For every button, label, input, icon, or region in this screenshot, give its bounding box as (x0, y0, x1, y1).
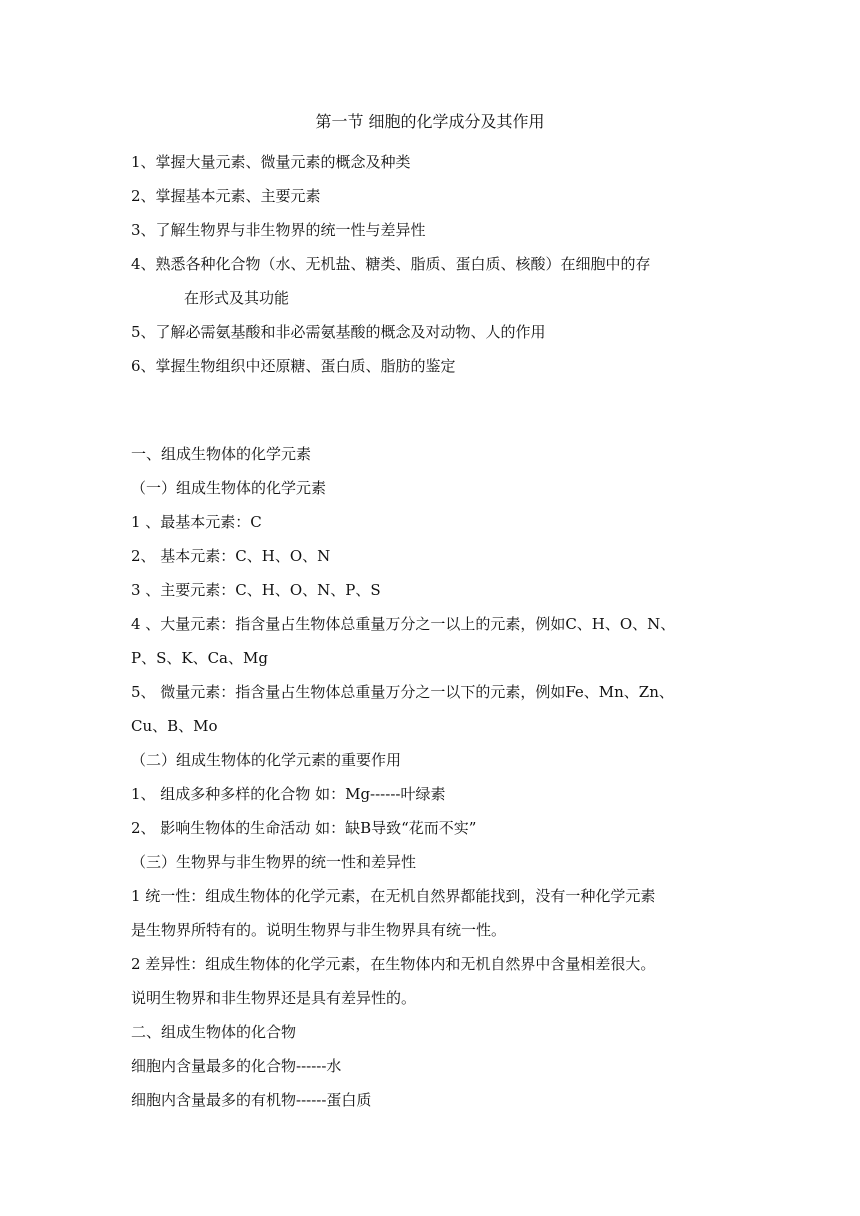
subsection-3-heading: （三）生物界与非生物界的统一性和差异性 (131, 853, 417, 871)
page-title: 第一节 细胞的化学成分及其作用 (315, 112, 545, 131)
difference-line: 2 差异性：组成生物体的化学元素，在生物体内和无机自然界中含量相差很大。 (131, 955, 656, 973)
role-line: 2、 影响生物体的生命活动 如：缺B导致“花而不实” (131, 819, 477, 837)
element-line: 5、 微量元素：指含量占生物体总重量万分之一以下的元素，例如Fe、Mn、Zn、 (131, 683, 674, 701)
document-body (131, 145, 743, 1117)
objective-2: 2、掌握基本元素、主要元素 (131, 187, 321, 205)
objective-1: 1、掌握大量元素、微量元素的概念及种类 (131, 153, 411, 171)
difference-line: 说明生物界和非生物界还是具有差异性的。 (131, 989, 417, 1007)
unity-line: 1 统一性：组成生物体的化学元素，在无机自然界都能找到，没有一种化学元素 (131, 887, 656, 905)
objective-4: 4、熟悉各种化合物（水、无机盐、糖类、脂质、蛋白质、核酸）在细胞中的存 (131, 255, 651, 273)
objective-6: 6、掌握生物组织中还原糖、蛋白质、脂肪的鉴定 (131, 357, 456, 375)
element-line: 3 、主要元素：C、H、O、N、P、S (131, 581, 381, 599)
objective-3: 3、了解生物界与非生物界的统一性与差异性 (131, 221, 426, 239)
unity-line: 是生物界所特有的。说明生物界与非生物界具有统一性。 (131, 921, 507, 939)
element-line: Cu、B、Mo (131, 717, 218, 735)
element-line: 2、 基本元素：C、H、O、N (131, 547, 331, 565)
role-line: 1、 组成多种多样的化合物 如：Mg------叶绿素 (131, 785, 446, 803)
element-line: 4 、大量元素：指含量占生物体总重量万分之一以上的元素，例如C、H、O、N、 (131, 615, 676, 633)
element-line: 1 、最基本元素：C (131, 513, 262, 531)
objective-4-continued: 在形式及其功能 (184, 289, 290, 307)
element-line: P、S、K、Ca、Mg (131, 649, 268, 667)
section-2-heading: 二、组成生物体的化合物 (131, 1023, 297, 1041)
compound-line: 细胞内含量最多的化合物------水 (131, 1057, 342, 1075)
subsection-2-heading: （二）组成生物体的化学元素的重要作用 (131, 751, 402, 769)
compound-line: 细胞内含量最多的有机物------蛋白质 (131, 1091, 372, 1109)
subsection-1-heading: （一）组成生物体的化学元素 (131, 479, 327, 497)
objective-5: 5、了解必需氨基酸和非必需氨基酸的概念及对动物、人的作用 (131, 323, 546, 341)
section-gap (131, 383, 743, 437)
section-1-heading: 一、组成生物体的化学元素 (131, 445, 312, 463)
